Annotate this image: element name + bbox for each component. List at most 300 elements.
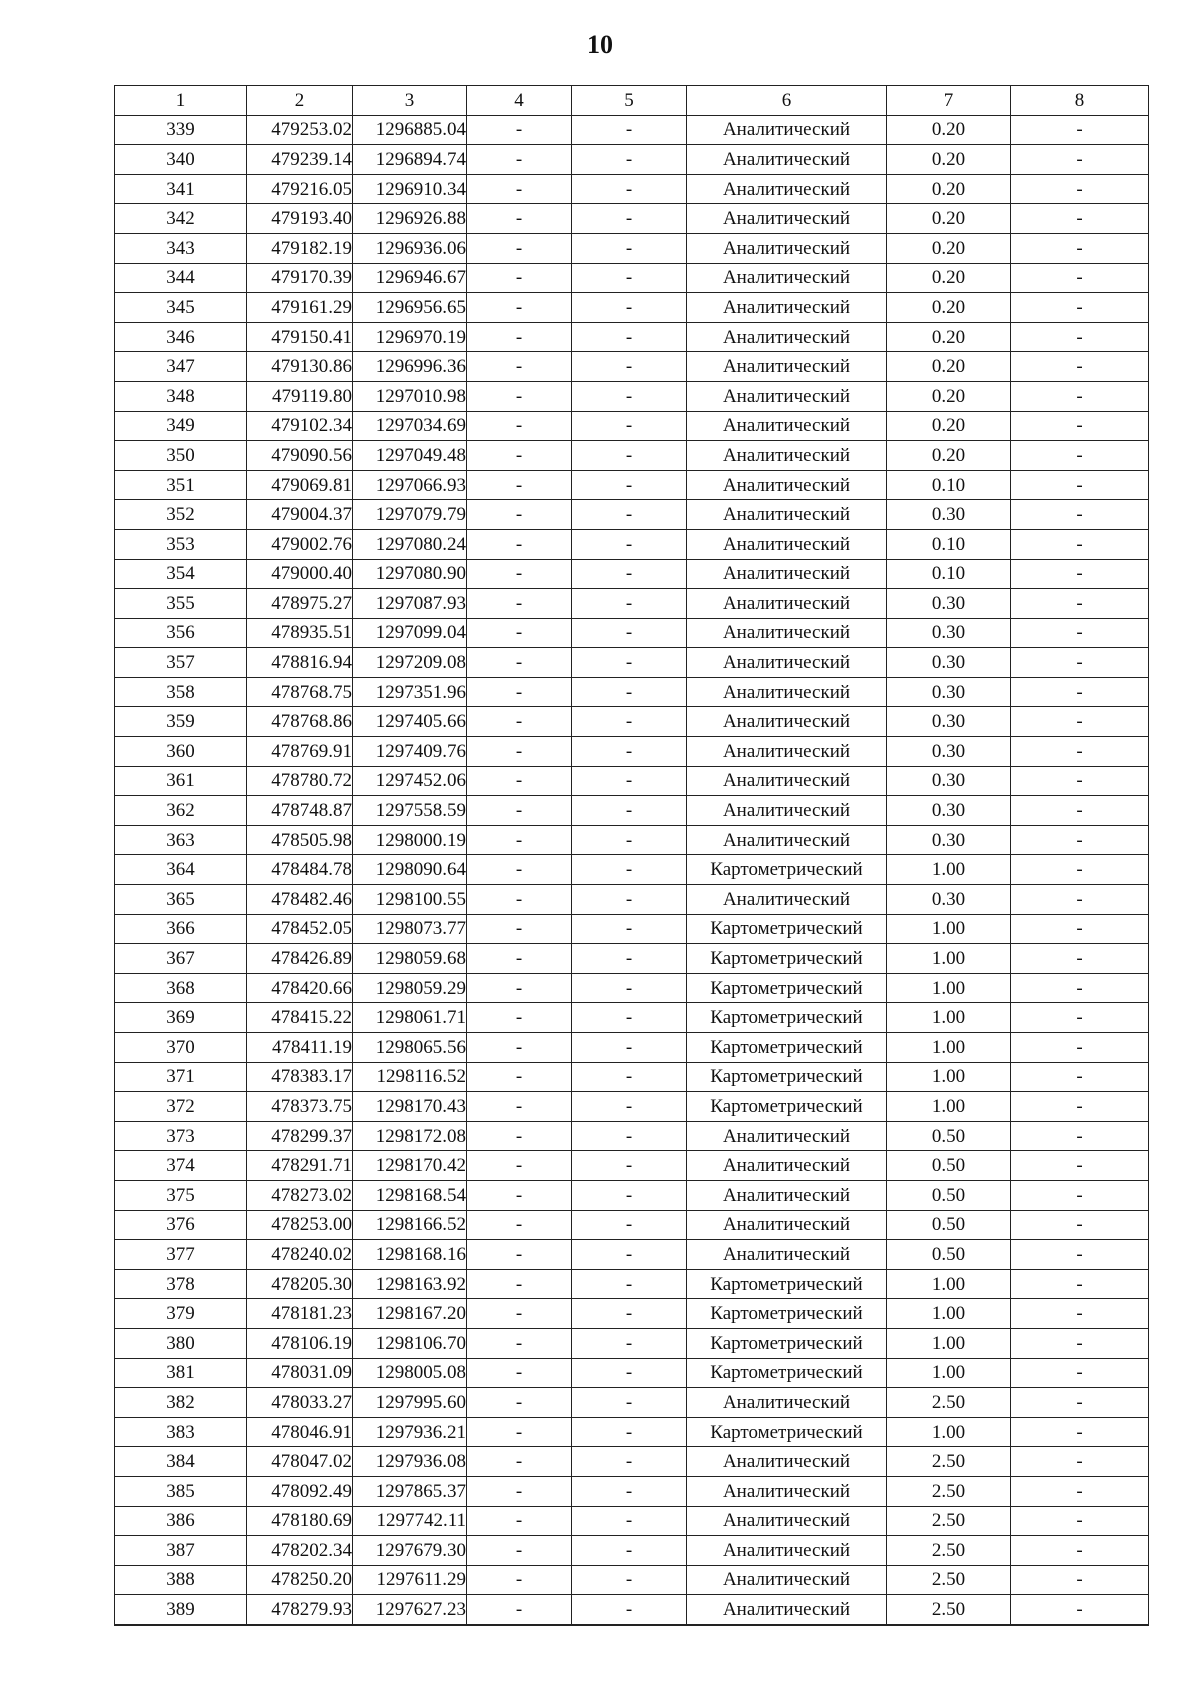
column-5-cell: -: [572, 174, 687, 204]
column-8-cell: -: [1011, 204, 1149, 234]
point-number-cell: 346: [115, 322, 247, 352]
column-8-cell: -: [1011, 1121, 1149, 1151]
method-cell: Аналитический: [687, 1565, 887, 1595]
column-5-cell: -: [572, 529, 687, 559]
column-8-cell: -: [1011, 145, 1149, 175]
column-4-cell: -: [467, 707, 572, 737]
column-4-cell: -: [467, 1299, 572, 1329]
x-coordinate-cell: 478748.87: [247, 796, 353, 826]
column-8-cell: -: [1011, 115, 1149, 145]
accuracy-cell: 0.30: [887, 737, 1011, 767]
x-coordinate-cell: 478768.86: [247, 707, 353, 737]
x-coordinate-cell: 479090.56: [247, 441, 353, 471]
column-8-cell: -: [1011, 944, 1149, 974]
method-cell: Аналитический: [687, 1536, 887, 1566]
column-8-cell: -: [1011, 559, 1149, 589]
point-number-cell: 383: [115, 1417, 247, 1447]
method-cell: Аналитический: [687, 529, 887, 559]
method-cell: Аналитический: [687, 1388, 887, 1418]
y-coordinate-cell: 1297936.08: [353, 1447, 467, 1477]
column-4-cell: -: [467, 1180, 572, 1210]
column-5-cell: -: [572, 470, 687, 500]
point-number-cell: 340: [115, 145, 247, 175]
column-4-cell: -: [467, 825, 572, 855]
accuracy-cell: 0.20: [887, 204, 1011, 234]
method-cell: Картометрический: [687, 1092, 887, 1122]
column-4-cell: -: [467, 1328, 572, 1358]
table-row: [115, 263, 1149, 293]
y-coordinate-cell: 1296996.36: [353, 352, 467, 382]
table-row: [115, 470, 1149, 500]
method-cell: Картометрический: [687, 1328, 887, 1358]
accuracy-cell: 1.00: [887, 1358, 1011, 1388]
y-coordinate-cell: 1297409.76: [353, 737, 467, 767]
method-cell: Аналитический: [687, 707, 887, 737]
table-row: [115, 914, 1149, 944]
column-4-cell: -: [467, 174, 572, 204]
column-8-cell: -: [1011, 737, 1149, 767]
method-cell: Аналитический: [687, 1180, 887, 1210]
accuracy-cell: 0.20: [887, 322, 1011, 352]
column-8-cell: -: [1011, 381, 1149, 411]
point-number-cell: 382: [115, 1388, 247, 1418]
column-4-cell: -: [467, 677, 572, 707]
column-8-cell: -: [1011, 618, 1149, 648]
column-5-cell: -: [572, 914, 687, 944]
y-coordinate-cell: 1297452.06: [353, 766, 467, 796]
method-cell: Картометрический: [687, 914, 887, 944]
accuracy-cell: 1.00: [887, 944, 1011, 974]
column-4-cell: -: [467, 204, 572, 234]
column-4-cell: -: [467, 855, 572, 885]
column-4-cell: -: [467, 1565, 572, 1595]
column-5-cell: -: [572, 1269, 687, 1299]
column-8-cell: -: [1011, 1062, 1149, 1092]
table-row: [115, 825, 1149, 855]
accuracy-cell: 0.30: [887, 589, 1011, 619]
method-cell: Аналитический: [687, 737, 887, 767]
column-5-cell: -: [572, 1003, 687, 1033]
column-8-cell: -: [1011, 1003, 1149, 1033]
column-4-cell: -: [467, 737, 572, 767]
accuracy-cell: 0.20: [887, 233, 1011, 263]
x-coordinate-cell: 478273.02: [247, 1180, 353, 1210]
method-cell: Картометрический: [687, 1269, 887, 1299]
method-cell: Аналитический: [687, 1476, 887, 1506]
column-5-cell: -: [572, 1240, 687, 1270]
table-row: [115, 1506, 1149, 1536]
y-coordinate-cell: 1297010.98: [353, 381, 467, 411]
point-number-cell: 345: [115, 293, 247, 323]
table-row: [115, 1062, 1149, 1092]
column-5-cell: -: [572, 322, 687, 352]
point-number-cell: 369: [115, 1003, 247, 1033]
accuracy-cell: 0.10: [887, 559, 1011, 589]
column-5-cell: -: [572, 500, 687, 530]
accuracy-cell: 0.30: [887, 500, 1011, 530]
point-number-cell: 364: [115, 855, 247, 885]
column-8-cell: -: [1011, 1417, 1149, 1447]
method-cell: Аналитический: [687, 677, 887, 707]
point-number-cell: 379: [115, 1299, 247, 1329]
column-4-cell: -: [467, 263, 572, 293]
column-8-cell: -: [1011, 914, 1149, 944]
column-8-cell: -: [1011, 1536, 1149, 1566]
point-number-cell: 347: [115, 352, 247, 382]
x-coordinate-cell: 479150.41: [247, 322, 353, 352]
y-coordinate-cell: 1297080.24: [353, 529, 467, 559]
column-8-cell: -: [1011, 1328, 1149, 1358]
column-8-cell: -: [1011, 1595, 1149, 1625]
x-coordinate-cell: 478299.37: [247, 1121, 353, 1151]
method-cell: Картометрический: [687, 1003, 887, 1033]
x-coordinate-cell: 478240.02: [247, 1240, 353, 1270]
y-coordinate-cell: 1297049.48: [353, 441, 467, 471]
table-row: [115, 973, 1149, 1003]
point-number-cell: 367: [115, 944, 247, 974]
point-number-cell: 344: [115, 263, 247, 293]
accuracy-cell: 1.00: [887, 1003, 1011, 1033]
y-coordinate-cell: 1297627.23: [353, 1595, 467, 1625]
column-4-cell: -: [467, 441, 572, 471]
y-coordinate-cell: 1297611.29: [353, 1565, 467, 1595]
x-coordinate-cell: 478383.17: [247, 1062, 353, 1092]
y-coordinate-cell: 1296970.19: [353, 322, 467, 352]
column-5-cell: -: [572, 1506, 687, 1536]
accuracy-cell: 0.30: [887, 766, 1011, 796]
method-cell: Картометрический: [687, 1299, 887, 1329]
table-row: [115, 1358, 1149, 1388]
column-5-cell: -: [572, 441, 687, 471]
table-row: [115, 737, 1149, 767]
y-coordinate-cell: 1296894.74: [353, 145, 467, 175]
y-coordinate-cell: 1297405.66: [353, 707, 467, 737]
column-8-cell: -: [1011, 1092, 1149, 1122]
column-8-cell: -: [1011, 1269, 1149, 1299]
accuracy-cell: 0.50: [887, 1240, 1011, 1270]
column-4-cell: -: [467, 322, 572, 352]
y-coordinate-cell: 1298059.29: [353, 973, 467, 1003]
table-row: [115, 293, 1149, 323]
column-header: 3: [353, 86, 467, 116]
x-coordinate-cell: 478047.02: [247, 1447, 353, 1477]
table-row: [115, 411, 1149, 441]
column-5-cell: -: [572, 115, 687, 145]
column-8-cell: -: [1011, 470, 1149, 500]
method-cell: Аналитический: [687, 1240, 887, 1270]
column-8-cell: -: [1011, 1388, 1149, 1418]
method-cell: Аналитический: [687, 1151, 887, 1181]
point-number-cell: 378: [115, 1269, 247, 1299]
x-coordinate-cell: 478780.72: [247, 766, 353, 796]
x-coordinate-cell: 478092.49: [247, 1476, 353, 1506]
x-coordinate-cell: 478279.93: [247, 1595, 353, 1625]
column-5-cell: -: [572, 766, 687, 796]
method-cell: Аналитический: [687, 648, 887, 678]
point-number-cell: 341: [115, 174, 247, 204]
accuracy-cell: 0.30: [887, 707, 1011, 737]
column-4-cell: -: [467, 233, 572, 263]
column-5-cell: -: [572, 263, 687, 293]
x-coordinate-cell: 478452.05: [247, 914, 353, 944]
column-8-cell: -: [1011, 707, 1149, 737]
x-coordinate-cell: 479216.05: [247, 174, 353, 204]
x-coordinate-cell: 479102.34: [247, 411, 353, 441]
column-5-cell: -: [572, 1388, 687, 1418]
accuracy-cell: 0.30: [887, 648, 1011, 678]
y-coordinate-cell: 1298000.19: [353, 825, 467, 855]
y-coordinate-cell: 1298170.42: [353, 1151, 467, 1181]
column-8-cell: -: [1011, 885, 1149, 915]
column-5-cell: -: [572, 559, 687, 589]
accuracy-cell: 0.20: [887, 115, 1011, 145]
column-8-cell: -: [1011, 648, 1149, 678]
x-coordinate-cell: 478033.27: [247, 1388, 353, 1418]
method-cell: Картометрический: [687, 855, 887, 885]
column-5-cell: -: [572, 1358, 687, 1388]
y-coordinate-cell: 1298061.71: [353, 1003, 467, 1033]
column-4-cell: -: [467, 618, 572, 648]
column-5-cell: -: [572, 796, 687, 826]
table-row: [115, 145, 1149, 175]
y-coordinate-cell: 1298166.52: [353, 1210, 467, 1240]
y-coordinate-cell: 1297558.59: [353, 796, 467, 826]
x-coordinate-cell: 478505.98: [247, 825, 353, 855]
table-row: [115, 1033, 1149, 1063]
column-8-cell: -: [1011, 589, 1149, 619]
accuracy-cell: 0.30: [887, 677, 1011, 707]
method-cell: Аналитический: [687, 115, 887, 145]
y-coordinate-cell: 1296926.88: [353, 204, 467, 234]
accuracy-cell: 0.20: [887, 441, 1011, 471]
table-row: [115, 204, 1149, 234]
y-coordinate-cell: 1297209.08: [353, 648, 467, 678]
point-number-cell: 373: [115, 1121, 247, 1151]
column-4-cell: -: [467, 559, 572, 589]
point-number-cell: 381: [115, 1358, 247, 1388]
y-coordinate-cell: 1297936.21: [353, 1417, 467, 1447]
column-5-cell: -: [572, 944, 687, 974]
point-number-cell: 356: [115, 618, 247, 648]
accuracy-cell: 1.00: [887, 1299, 1011, 1329]
y-coordinate-cell: 1298163.92: [353, 1269, 467, 1299]
column-5-cell: -: [572, 1447, 687, 1477]
column-header: 6: [687, 86, 887, 116]
table-row: [115, 707, 1149, 737]
y-coordinate-cell: 1298005.08: [353, 1358, 467, 1388]
table-row: [115, 352, 1149, 382]
column-8-cell: -: [1011, 855, 1149, 885]
column-8-cell: -: [1011, 825, 1149, 855]
method-cell: Аналитический: [687, 1121, 887, 1151]
x-coordinate-cell: 479253.02: [247, 115, 353, 145]
accuracy-cell: 0.20: [887, 411, 1011, 441]
y-coordinate-cell: 1298168.16: [353, 1240, 467, 1270]
column-4-cell: -: [467, 381, 572, 411]
x-coordinate-cell: 479170.39: [247, 263, 353, 293]
point-number-cell: 384: [115, 1447, 247, 1477]
table-row: [115, 1210, 1149, 1240]
x-coordinate-cell: 478106.19: [247, 1328, 353, 1358]
point-number-cell: 358: [115, 677, 247, 707]
column-4-cell: -: [467, 1536, 572, 1566]
table-row: [115, 855, 1149, 885]
x-coordinate-cell: 478250.20: [247, 1565, 353, 1595]
method-cell: Аналитический: [687, 322, 887, 352]
method-cell: Аналитический: [687, 589, 887, 619]
y-coordinate-cell: 1298168.54: [353, 1180, 467, 1210]
accuracy-cell: 2.50: [887, 1536, 1011, 1566]
x-coordinate-cell: 478768.75: [247, 677, 353, 707]
table-body: [115, 115, 1149, 1625]
point-number-cell: 351: [115, 470, 247, 500]
column-8-cell: -: [1011, 174, 1149, 204]
method-cell: Аналитический: [687, 1210, 887, 1240]
column-5-cell: -: [572, 1210, 687, 1240]
table-row: [115, 1595, 1149, 1625]
x-coordinate-cell: 478769.91: [247, 737, 353, 767]
table-row: [115, 174, 1149, 204]
column-8-cell: -: [1011, 233, 1149, 263]
column-5-cell: -: [572, 1328, 687, 1358]
table-row: [115, 1240, 1149, 1270]
x-coordinate-cell: 478411.19: [247, 1033, 353, 1063]
column-4-cell: -: [467, 1062, 572, 1092]
point-number-cell: 360: [115, 737, 247, 767]
y-coordinate-cell: 1297080.90: [353, 559, 467, 589]
x-coordinate-cell: 478205.30: [247, 1269, 353, 1299]
y-coordinate-cell: 1297679.30: [353, 1536, 467, 1566]
point-number-cell: 374: [115, 1151, 247, 1181]
column-5-cell: -: [572, 1121, 687, 1151]
column-5-cell: -: [572, 1595, 687, 1625]
column-8-cell: -: [1011, 1299, 1149, 1329]
table-row: [115, 322, 1149, 352]
table-row: [115, 441, 1149, 471]
x-coordinate-cell: 478975.27: [247, 589, 353, 619]
table-row: [115, 1417, 1149, 1447]
point-number-cell: 353: [115, 529, 247, 559]
column-header: 8: [1011, 86, 1149, 116]
method-cell: Картометрический: [687, 1062, 887, 1092]
column-4-cell: -: [467, 885, 572, 915]
accuracy-cell: 1.00: [887, 973, 1011, 1003]
y-coordinate-cell: 1298059.68: [353, 944, 467, 974]
point-number-cell: 359: [115, 707, 247, 737]
method-cell: Картометрический: [687, 1358, 887, 1388]
table-row: [115, 766, 1149, 796]
table-row: [115, 500, 1149, 530]
point-number-cell: 343: [115, 233, 247, 263]
method-cell: Аналитический: [687, 825, 887, 855]
accuracy-cell: 0.50: [887, 1180, 1011, 1210]
column-4-cell: -: [467, 1358, 572, 1388]
accuracy-cell: 1.00: [887, 1417, 1011, 1447]
accuracy-cell: 1.00: [887, 1062, 1011, 1092]
column-5-cell: -: [572, 707, 687, 737]
x-coordinate-cell: 478202.34: [247, 1536, 353, 1566]
point-number-cell: 355: [115, 589, 247, 619]
accuracy-cell: 2.50: [887, 1595, 1011, 1625]
column-4-cell: -: [467, 914, 572, 944]
method-cell: Аналитический: [687, 204, 887, 234]
column-5-cell: -: [572, 855, 687, 885]
accuracy-cell: 1.00: [887, 1269, 1011, 1299]
method-cell: Аналитический: [687, 618, 887, 648]
column-4-cell: -: [467, 411, 572, 441]
method-cell: Картометрический: [687, 1033, 887, 1063]
accuracy-cell: 0.30: [887, 796, 1011, 826]
accuracy-cell: 1.00: [887, 855, 1011, 885]
column-5-cell: -: [572, 825, 687, 855]
point-number-cell: 368: [115, 973, 247, 1003]
column-5-cell: -: [572, 737, 687, 767]
method-cell: Аналитический: [687, 441, 887, 471]
table-row: [115, 589, 1149, 619]
x-coordinate-cell: 478484.78: [247, 855, 353, 885]
column-header: 1: [115, 86, 247, 116]
table-row: [115, 233, 1149, 263]
point-number-cell: 357: [115, 648, 247, 678]
column-4-cell: -: [467, 352, 572, 382]
column-4-cell: -: [467, 1121, 572, 1151]
table-row: [115, 1180, 1149, 1210]
coordinates-table: [114, 85, 1149, 1626]
column-4-cell: -: [467, 1269, 572, 1299]
column-4-cell: -: [467, 796, 572, 826]
table-row: [115, 529, 1149, 559]
column-4-cell: -: [467, 648, 572, 678]
point-number-cell: 377: [115, 1240, 247, 1270]
table-row: [115, 677, 1149, 707]
accuracy-cell: 1.00: [887, 914, 1011, 944]
point-number-cell: 372: [115, 1092, 247, 1122]
column-4-cell: -: [467, 1506, 572, 1536]
method-cell: Аналитический: [687, 293, 887, 323]
column-4-cell: -: [467, 1003, 572, 1033]
column-4-cell: -: [467, 1417, 572, 1447]
table-header-row: [115, 86, 1149, 116]
method-cell: Аналитический: [687, 411, 887, 441]
column-8-cell: -: [1011, 1151, 1149, 1181]
x-coordinate-cell: 479000.40: [247, 559, 353, 589]
column-5-cell: -: [572, 973, 687, 1003]
y-coordinate-cell: 1297066.93: [353, 470, 467, 500]
table-row: [115, 1447, 1149, 1477]
method-cell: Аналитический: [687, 559, 887, 589]
column-5-cell: -: [572, 1565, 687, 1595]
column-8-cell: -: [1011, 500, 1149, 530]
column-4-cell: -: [467, 470, 572, 500]
column-4-cell: -: [467, 1033, 572, 1063]
accuracy-cell: 2.50: [887, 1388, 1011, 1418]
column-4-cell: -: [467, 1092, 572, 1122]
method-cell: Аналитический: [687, 1506, 887, 1536]
point-number-cell: 339: [115, 115, 247, 145]
y-coordinate-cell: 1298172.08: [353, 1121, 467, 1151]
column-5-cell: -: [572, 589, 687, 619]
point-number-cell: 388: [115, 1565, 247, 1595]
table-row: [115, 618, 1149, 648]
method-cell: Картометрический: [687, 973, 887, 1003]
column-4-cell: -: [467, 944, 572, 974]
method-cell: Аналитический: [687, 263, 887, 293]
column-4-cell: -: [467, 115, 572, 145]
accuracy-cell: 0.10: [887, 529, 1011, 559]
accuracy-cell: 0.20: [887, 352, 1011, 382]
x-coordinate-cell: 478426.89: [247, 944, 353, 974]
column-4-cell: -: [467, 1388, 572, 1418]
